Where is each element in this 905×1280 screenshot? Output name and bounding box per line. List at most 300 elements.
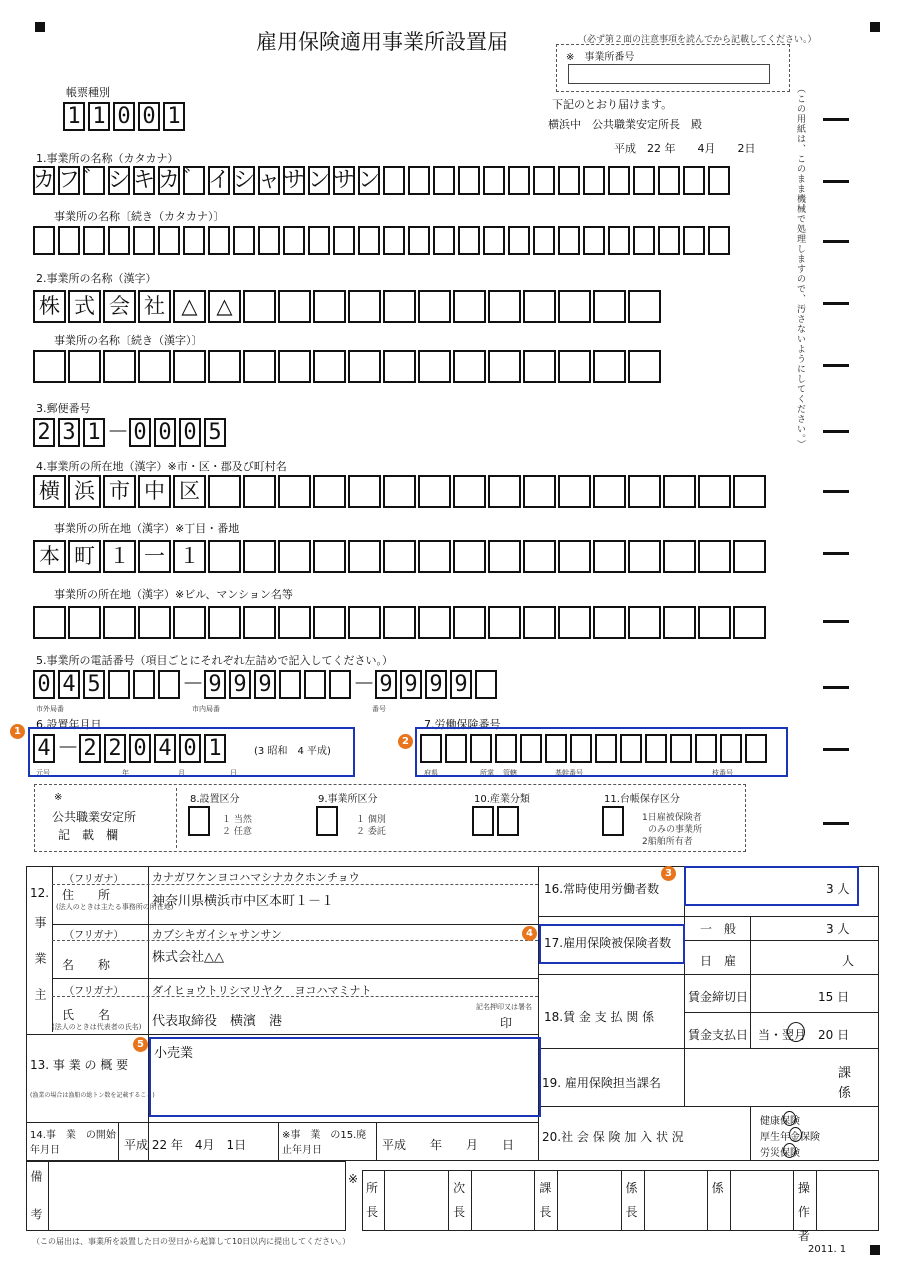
char-box[interactable]: カ — [33, 166, 55, 195]
setup-date-era: (3 昭和 4 平成) — [254, 746, 331, 757]
char-box[interactable]: ン — [308, 166, 330, 195]
char-box[interactable] — [278, 540, 311, 573]
name-label: 名 称 — [62, 958, 111, 972]
char-box[interactable] — [483, 166, 505, 195]
char-box[interactable] — [453, 290, 486, 323]
char-box[interactable]: 9 — [400, 670, 422, 699]
char-box[interactable] — [453, 350, 486, 383]
char-box[interactable] — [663, 540, 696, 573]
char-box[interactable] — [383, 606, 416, 639]
start-date-value[interactable]: 平成 22 年 4月 1日 — [124, 1138, 247, 1152]
char-box[interactable]: － — [107, 419, 130, 445]
char-box[interactable] — [33, 226, 55, 255]
char-box[interactable]: 0 — [129, 418, 151, 447]
char-box[interactable]: 一 — [138, 540, 171, 573]
char-box[interactable]: － — [57, 735, 80, 761]
divider — [538, 1048, 879, 1049]
char-box[interactable] — [313, 475, 346, 508]
divider — [26, 1122, 538, 1123]
char-box[interactable] — [243, 350, 276, 383]
char-box[interactable] — [133, 670, 155, 699]
char-box[interactable] — [243, 606, 276, 639]
setup-date-label: 6.設置年月日 — [36, 718, 102, 731]
office-type-opt1: １ 個別 — [356, 815, 386, 825]
char-box[interactable] — [558, 290, 591, 323]
char-box[interactable] — [418, 350, 451, 383]
wage-pay-label: 賃金支払日 — [688, 1028, 749, 1042]
char-box[interactable]: １ — [103, 540, 136, 573]
char-box[interactable]: 2 — [104, 734, 126, 763]
char-box[interactable] — [733, 606, 766, 639]
char-box[interactable] — [383, 290, 416, 323]
char-box[interactable] — [418, 290, 451, 323]
char-box[interactable] — [663, 475, 696, 508]
char-box[interactable] — [208, 226, 230, 255]
char-box[interactable]: ゛ — [183, 166, 205, 195]
address-street-label: 事業所の所在地（漢字）※丁目・番地 — [54, 522, 240, 535]
char-box[interactable] — [708, 226, 730, 255]
char-box[interactable] — [383, 350, 416, 383]
char-box[interactable] — [348, 540, 381, 573]
setup-type-box[interactable] — [188, 806, 210, 836]
char-box[interactable]: ゛ — [83, 166, 105, 195]
timing-mark — [823, 686, 849, 689]
char-box[interactable] — [278, 475, 311, 508]
char-box[interactable] — [383, 226, 405, 255]
char-box[interactable] — [733, 475, 766, 508]
setup-date-sub-day: 日 — [230, 769, 237, 777]
char-box[interactable] — [173, 350, 206, 383]
char-box[interactable] — [313, 606, 346, 639]
divider — [538, 974, 879, 975]
char-box[interactable] — [593, 475, 626, 508]
char-box[interactable]: 9 — [254, 670, 276, 699]
timing-mark — [823, 180, 849, 183]
address-building-boxes[interactable] — [33, 606, 768, 639]
social-accident-circle — [783, 1143, 796, 1158]
char-box[interactable]: イ — [208, 166, 230, 195]
divider — [278, 1122, 279, 1161]
address-city-boxes[interactable] — [33, 475, 768, 508]
char-box[interactable]: 0 — [154, 418, 176, 447]
corner-mark-tr — [870, 22, 880, 32]
company-kanji-label: 2.事業所の名称（漢字） — [36, 272, 157, 285]
char-box[interactable] — [313, 290, 346, 323]
char-box[interactable]: 1 — [63, 102, 85, 131]
social-pension-circle — [789, 1127, 802, 1142]
char-box[interactable] — [628, 350, 661, 383]
phone-sub-local: 市内局番 — [192, 705, 220, 713]
char-box[interactable] — [433, 226, 455, 255]
company-kana-boxes[interactable] — [33, 166, 733, 195]
office-number-field[interactable] — [568, 64, 770, 84]
social-accident: 労災保険 — [760, 1148, 800, 1159]
highlight-labor-insurance — [415, 727, 788, 777]
char-box[interactable] — [663, 606, 696, 639]
timing-mark — [823, 302, 849, 305]
char-box[interactable] — [208, 540, 241, 573]
insured-daily-value[interactable]: 人 — [842, 954, 855, 968]
address-street-boxes[interactable] — [33, 540, 768, 573]
char-box[interactable] — [508, 226, 530, 255]
stamp-label: 係長 — [625, 1181, 638, 1219]
char-box[interactable] — [108, 226, 130, 255]
char-box[interactable] — [628, 290, 661, 323]
char-box[interactable]: 区 — [173, 475, 206, 508]
char-box[interactable]: 3 — [58, 418, 80, 447]
office-number-label: ※ 事業所番号 — [566, 52, 635, 63]
business-summary-value[interactable]: 小売業 — [154, 1046, 194, 1061]
char-box[interactable] — [488, 290, 521, 323]
char-box[interactable] — [628, 475, 661, 508]
char-box[interactable]: 0 — [33, 670, 55, 699]
divider — [557, 1170, 558, 1231]
char-box[interactable] — [68, 350, 101, 383]
char-box[interactable] — [358, 226, 380, 255]
postal-code-boxes[interactable] — [33, 418, 229, 447]
char-box[interactable] — [348, 475, 381, 508]
char-box[interactable]: 2 — [33, 418, 55, 447]
char-box[interactable] — [523, 540, 556, 573]
char-box[interactable] — [279, 670, 301, 699]
industry-label: 10.産業分類 — [474, 794, 530, 805]
stamp-cell — [448, 1170, 534, 1231]
char-box[interactable] — [258, 226, 280, 255]
social-health: 健康保険 — [760, 1116, 800, 1127]
char-box[interactable]: 株 — [33, 290, 66, 323]
char-box[interactable]: 5 — [83, 670, 105, 699]
stamp-label: 次長 — [453, 1181, 466, 1219]
char-box[interactable] — [583, 166, 605, 195]
char-box[interactable] — [593, 290, 626, 323]
char-box[interactable]: 浜 — [68, 475, 101, 508]
char-box[interactable] — [608, 226, 630, 255]
char-box[interactable]: 式 — [68, 290, 101, 323]
char-box[interactable]: シ — [233, 166, 255, 195]
char-box[interactable]: 会 — [103, 290, 136, 323]
char-box[interactable] — [523, 350, 556, 383]
char-box[interactable]: フ — [58, 166, 80, 195]
highlight-business-summary — [149, 1037, 541, 1117]
char-box[interactable]: ャ — [258, 166, 280, 195]
char-box[interactable] — [183, 226, 205, 255]
char-box[interactable]: 5 — [204, 418, 226, 447]
char-box[interactable]: 社 — [138, 290, 171, 323]
char-box[interactable] — [698, 475, 731, 508]
industry-box-1[interactable] — [472, 806, 494, 836]
char-box[interactable] — [308, 226, 330, 255]
char-box[interactable] — [558, 475, 591, 508]
char-box[interactable] — [418, 540, 451, 573]
char-box[interactable] — [383, 166, 405, 195]
char-box[interactable] — [58, 226, 80, 255]
char-box[interactable] — [418, 475, 451, 508]
furigana-label: （フリガナ） — [64, 874, 124, 885]
address-value[interactable]: 神奈川県横浜市中区本町１－１ — [152, 894, 335, 909]
char-box[interactable]: サ — [333, 166, 355, 195]
char-box[interactable]: 1 — [204, 734, 226, 763]
char-box[interactable]: － — [182, 671, 205, 697]
report-date: 平成 22 年 4月 2日 — [614, 142, 756, 155]
labor-sub-pref: 府県 — [424, 769, 438, 777]
char-box[interactable] — [133, 226, 155, 255]
char-box[interactable] — [453, 606, 486, 639]
char-box[interactable] — [278, 606, 311, 639]
insured-daily-label: 日 雇 — [700, 954, 737, 968]
wage-pay-value[interactable]: 当・翌月 20 日 — [758, 1028, 850, 1042]
char-box[interactable] — [683, 166, 705, 195]
workers-label: 16.常時使用労働者数 — [544, 882, 660, 896]
char-box[interactable] — [278, 290, 311, 323]
char-box[interactable] — [593, 350, 626, 383]
labor-insurance-label: 7.労働保険番号 — [424, 718, 501, 731]
char-box[interactable]: 2 — [79, 734, 101, 763]
char-box[interactable]: 本 — [33, 540, 66, 573]
char-box[interactable]: △ — [173, 290, 206, 323]
wage-close-value[interactable]: 15 日 — [818, 990, 850, 1004]
divider — [376, 1122, 377, 1161]
char-box[interactable] — [483, 226, 505, 255]
char-box[interactable]: △ — [208, 290, 241, 323]
char-box[interactable] — [408, 166, 430, 195]
char-box[interactable] — [278, 350, 311, 383]
char-box[interactable] — [208, 350, 241, 383]
furigana-label: （フリガナ） — [64, 986, 124, 997]
company-kanji-boxes[interactable] — [33, 290, 663, 323]
char-box[interactable]: 1 — [163, 102, 185, 131]
office-type-box[interactable] — [316, 806, 338, 836]
char-box[interactable]: 0 — [179, 734, 201, 763]
char-box[interactable]: 町 — [68, 540, 101, 573]
char-box[interactable] — [348, 290, 381, 323]
char-box[interactable]: － — [353, 671, 376, 697]
social-health-circle — [783, 1111, 796, 1126]
timing-mark — [823, 748, 849, 751]
ledger-opt3: 2船舶所有者 — [642, 837, 693, 847]
char-box[interactable]: カ — [158, 166, 180, 195]
char-box[interactable] — [523, 290, 556, 323]
char-box[interactable] — [533, 166, 555, 195]
char-box[interactable]: サ — [283, 166, 305, 195]
char-box[interactable] — [593, 540, 626, 573]
ledger-box[interactable] — [602, 806, 624, 836]
stamp-cell — [621, 1170, 707, 1231]
labor-sub-branch: 枝番号 — [712, 769, 733, 777]
char-box[interactable] — [383, 475, 416, 508]
workers-value[interactable]: 3 人 — [826, 882, 850, 896]
char-box[interactable] — [383, 540, 416, 573]
furigana-label: （フリガナ） — [64, 930, 124, 941]
company-kana-label: 1.事業所の名称（カタカナ） — [36, 152, 179, 165]
char-box[interactable]: 0 — [113, 102, 135, 131]
rep-value[interactable]: 代表取締役 横濱 港 — [152, 1014, 283, 1029]
char-box[interactable]: 9 — [229, 670, 251, 699]
char-box[interactable] — [633, 166, 655, 195]
char-box[interactable]: 中 — [138, 475, 171, 508]
phone-boxes[interactable] — [33, 670, 500, 699]
char-box[interactable]: 9 — [204, 670, 226, 699]
char-box[interactable] — [658, 226, 680, 255]
char-box[interactable] — [243, 475, 276, 508]
char-box[interactable] — [313, 540, 346, 573]
char-box[interactable] — [453, 475, 486, 508]
char-box[interactable] — [233, 226, 255, 255]
char-box[interactable] — [138, 350, 171, 383]
divider — [684, 1012, 879, 1013]
char-box[interactable] — [173, 606, 206, 639]
char-box[interactable]: 1 — [83, 418, 105, 447]
divider — [816, 1170, 817, 1231]
char-box[interactable] — [633, 226, 655, 255]
char-box[interactable] — [408, 226, 430, 255]
char-box[interactable] — [488, 606, 521, 639]
marker-4: 4 — [522, 926, 537, 941]
char-box[interactable] — [488, 350, 521, 383]
name-value[interactable]: 株式会社△△ — [152, 950, 224, 965]
form-type-code — [63, 102, 188, 131]
char-box[interactable] — [108, 670, 130, 699]
char-box[interactable] — [558, 226, 580, 255]
char-box[interactable] — [304, 670, 326, 699]
char-box[interactable] — [83, 226, 105, 255]
char-box[interactable] — [329, 670, 351, 699]
industry-box-2[interactable] — [497, 806, 519, 836]
company-kanji-cont-boxes[interactable] — [33, 350, 663, 383]
setup-date-sub-era: 元号 — [36, 769, 50, 777]
char-box[interactable] — [313, 350, 346, 383]
char-box[interactable]: 1 — [88, 102, 110, 131]
insured-general-value[interactable]: 3 人 — [826, 922, 850, 936]
char-box[interactable] — [103, 606, 136, 639]
seal-mark: 印 — [500, 1016, 513, 1030]
char-box[interactable] — [138, 606, 171, 639]
char-box[interactable] — [533, 226, 555, 255]
company-kana-cont-label: 事業所の名称〔続き（カタカナ）〕 — [54, 210, 225, 223]
char-box[interactable]: 0 — [138, 102, 160, 131]
start-date-label: 14.事 業 の開始年月日 — [30, 1130, 116, 1156]
char-box[interactable] — [348, 606, 381, 639]
char-box[interactable] — [103, 350, 136, 383]
char-box[interactable] — [523, 606, 556, 639]
char-box[interactable] — [628, 606, 661, 639]
char-box[interactable] — [608, 166, 630, 195]
remarks-label: 備考 — [29, 1170, 43, 1246]
ledger-label: 11.台帳保存区分 — [604, 794, 680, 805]
char-box[interactable] — [683, 226, 705, 255]
stamp-cell — [362, 1170, 448, 1231]
char-box[interactable] — [418, 606, 451, 639]
employer-no: 12. — [30, 886, 50, 900]
char-box[interactable] — [558, 166, 580, 195]
stamp-label: 操作者 — [797, 1181, 810, 1243]
char-box[interactable] — [458, 166, 480, 195]
char-box[interactable] — [558, 540, 591, 573]
office-mark: ※ — [348, 1172, 359, 1186]
labor-sub-shosho: 所掌 — [480, 769, 494, 777]
char-box[interactable] — [698, 606, 731, 639]
char-box[interactable] — [558, 350, 591, 383]
char-box[interactable] — [488, 475, 521, 508]
char-box[interactable]: 市 — [103, 475, 136, 508]
divider — [750, 1106, 751, 1161]
char-box[interactable] — [523, 475, 556, 508]
timing-mark — [823, 620, 849, 623]
char-box[interactable] — [658, 166, 680, 195]
char-box[interactable] — [243, 290, 276, 323]
char-box[interactable] — [333, 226, 355, 255]
char-box[interactable] — [348, 350, 381, 383]
char-box[interactable] — [733, 540, 766, 573]
char-box[interactable] — [628, 540, 661, 573]
char-box[interactable]: 0 — [129, 734, 151, 763]
char-box[interactable] — [475, 670, 497, 699]
char-box[interactable] — [158, 670, 180, 699]
divider — [538, 916, 879, 917]
char-box[interactable]: シ — [108, 166, 130, 195]
char-box[interactable]: 0 — [179, 418, 201, 447]
char-box[interactable] — [208, 606, 241, 639]
end-date-value[interactable]: 平成 年 月 日 — [382, 1138, 515, 1152]
char-box[interactable] — [698, 540, 731, 573]
corner-mark-br — [870, 1245, 880, 1255]
char-box[interactable] — [488, 540, 521, 573]
char-box[interactable]: １ — [173, 540, 206, 573]
stamp-cell — [534, 1170, 620, 1231]
wage-pay-circle — [787, 1022, 805, 1042]
char-box[interactable] — [33, 606, 66, 639]
char-box[interactable] — [458, 226, 480, 255]
char-box[interactable]: 4 — [154, 734, 176, 763]
corner-mark-tl — [35, 22, 45, 32]
rep-kana: ダイヒョウトリシマリヤク ヨコハマミナト — [152, 984, 372, 997]
form-version: 2011. 1 — [808, 1244, 847, 1255]
labor-sub-base: 基幹番号 — [555, 769, 583, 777]
char-box[interactable] — [708, 166, 730, 195]
postal-code-label: 3.郵便番号 — [36, 402, 91, 415]
char-box[interactable]: 9 — [375, 670, 397, 699]
char-box[interactable] — [593, 606, 626, 639]
char-box[interactable] — [208, 475, 241, 508]
char-box[interactable]: 9 — [425, 670, 447, 699]
seal-note: 記名押印又は署名 — [476, 1003, 532, 1011]
char-box[interactable] — [508, 166, 530, 195]
char-box[interactable]: 4 — [58, 670, 80, 699]
char-box[interactable] — [583, 226, 605, 255]
ledger-opt1: 1日雇被保険者 — [642, 813, 702, 823]
char-box[interactable] — [283, 226, 305, 255]
char-box[interactable]: キ — [133, 166, 155, 195]
char-box[interactable] — [433, 166, 455, 195]
office-use-line1: 公共職業安定所 — [52, 810, 137, 824]
char-box[interactable] — [33, 350, 66, 383]
divider — [538, 1106, 879, 1107]
char-box[interactable]: 9 — [450, 670, 472, 699]
company-kana-cont-boxes[interactable] — [33, 226, 733, 255]
char-box[interactable] — [243, 540, 276, 573]
char-box[interactable]: 横 — [33, 475, 66, 508]
char-box[interactable] — [158, 226, 180, 255]
char-box[interactable]: 4 — [33, 734, 55, 763]
office-use-divider — [176, 788, 177, 848]
phone-label: 5.事業所の電話番号（項目ごとにそれぞれ左詰めで記入してください。） — [36, 654, 393, 667]
char-box[interactable] — [453, 540, 486, 573]
char-box[interactable]: ン — [358, 166, 380, 195]
char-box[interactable] — [68, 606, 101, 639]
name-kana: カブシキガイシャサンサン — [152, 928, 282, 941]
report-line: 下記のとおり届けます。 — [552, 98, 673, 111]
char-box[interactable] — [558, 606, 591, 639]
office-use-line2: 記 載 欄 — [58, 828, 119, 842]
